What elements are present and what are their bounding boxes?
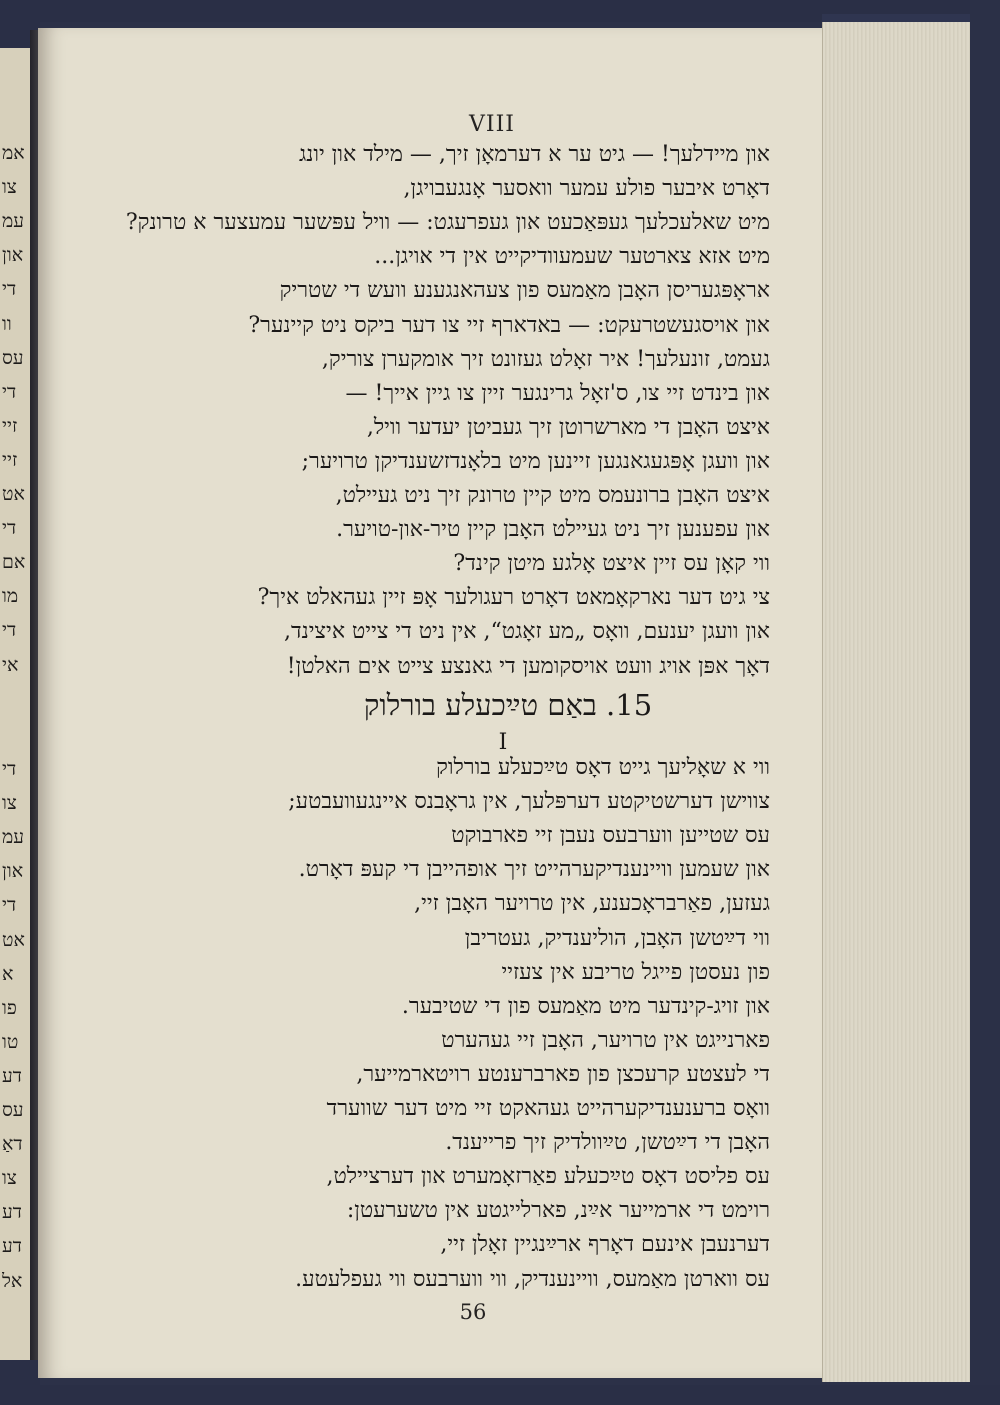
poem-line: ווי דײַטשן האָבן, הוליענדיק, געטריבן [464, 925, 770, 951]
poem-line: די לעצטע קרעכצן פון פארברענטע רויטארמייער, [356, 1061, 770, 1087]
poem-line: מיט שאלעכלעך געפּאַכעט און געפרעגט: — וויל עפּשער עמעצער א טרונק? [125, 210, 770, 236]
previous-page-sliver [0, 48, 32, 1360]
left-page-fragment: אל [2, 1271, 23, 1291]
left-page-fragment: פו [2, 998, 17, 1018]
left-page-fragment: די [2, 621, 17, 641]
poem-line: ווי א שאָליעך גייט דאָס טײַכעלע בורלוק [436, 755, 770, 780]
poem-line: און עפענען זיך ניט געיילט האָבן קיין טיר-און-טויער. [336, 517, 770, 543]
left-page-fragment: אי [2, 655, 19, 675]
section-number: I [498, 730, 508, 755]
left-page-fragment: דאַ [2, 1135, 23, 1155]
poem-line: ווי קאָן עס זיין איצט אָלגע מיטן קינד? [453, 551, 770, 577]
poem-line: אראָפּגעריסן האָבן מאַמעס פון צעהאנגענע וועש די שטריק [279, 278, 770, 304]
poem-line: פארנייגט אין טרויער, האָבן זיי געהערט [441, 1027, 770, 1053]
poem-line: עס פליסט דאָס טײַכעלע פאַרזאָמערט און דערציילט, [326, 1164, 770, 1190]
poem-title: 15. באַם טײַכעלע בורלוק [363, 688, 653, 722]
left-page-fragment: א [2, 964, 14, 984]
left-page-fragment: מו [2, 587, 19, 607]
poem-line: געמט, זונעלעך! איר זאָלט געזונט זיך אומקערן צוריק, [321, 346, 770, 372]
left-page-fragment: די [2, 519, 17, 539]
poem-line: און זויג-קינדער מיט מאַמעס פון די שטיבער. [401, 993, 770, 1019]
left-page-fragment: אמ [2, 144, 25, 163]
poem-line: און שעמען וויינענדיקערהייט זיך אופהייבן די קעפּ דאָרט. [298, 857, 770, 883]
page-number: 56 [459, 1300, 487, 1324]
left-page-fragment: און [2, 246, 24, 266]
left-page-fragment: און [2, 862, 24, 882]
left-page-fragment: אט [2, 485, 25, 504]
left-page-fragment: עמ [2, 828, 25, 848]
poem-line: דאָך אפּן אויג וועט אויסקומען די גאנצע צייט אים האלטן! [286, 653, 770, 679]
poem-line: האָבן די דײַטשן, טײַוולדיק זיך פרייענד. [445, 1130, 770, 1156]
poem-line: וואָס ברענענדיקערהייט געהאקט זיי מיט דער שווערד [326, 1096, 770, 1121]
left-page-fragment: צו [2, 794, 17, 814]
left-page-fragment: טו [2, 1032, 19, 1052]
left-page-fragment: זיי [2, 450, 18, 470]
left-page-fragment: עס [2, 1101, 24, 1120]
left-page-fragment: די [2, 760, 17, 779]
left-page-fragment: די [2, 280, 17, 300]
book-gutter [30, 30, 38, 1360]
poem-line: געזען, פאַרבראָכענע, אין טרויער האָבן זיי, [414, 891, 770, 917]
left-page-fragment: וו [2, 314, 12, 334]
left-page-fragment: זיי [2, 416, 18, 436]
poem-line: עס ווארטן מאַמעס, וויינענדיק, ווי ווערבעס ווי געפלעטע. [295, 1266, 770, 1292]
poem-line: רוימט די ארמייער אײַנ, פארלייגטע אין טשערעטן: [346, 1198, 770, 1224]
left-page-fragment: די [2, 382, 17, 402]
poem-line: עס שטייען ווערבעס נעבן זיי פארבוקט [451, 823, 770, 849]
left-page-fragment: אט [2, 930, 25, 950]
poem-line: און וועגן אָפּגעגאנגען זיינען מיט בלאָנדזשענדיקן טרויער; [301, 448, 770, 474]
left-page-fragment: דע [2, 1066, 22, 1086]
poem-line: און מיידלעך! — גיט ער א דערמאָן זיך, — מילד און יונג [298, 142, 770, 167]
left-page-fragment: עס [2, 348, 24, 368]
poem-line: צווישן דערשטיקטע דערפּלעך, אין גראָבנס איינגעוועבטע; [288, 789, 770, 815]
poem-line: צי גיט דער נארקאָמאט דאָרט רעגולער אָפּ זיין געהאלט איך? [257, 585, 770, 611]
left-page-fragment: דע [2, 1203, 22, 1223]
cover-bottom [0, 1385, 1000, 1405]
left-page-fragment: עמ [2, 212, 25, 232]
poem-line: איצט האָבן ברונעמס מיט קיין טרונק זיך ניט געיילט, [335, 483, 770, 508]
left-page-fragment: דע [2, 1237, 22, 1257]
poem-line: מיט אזא צארטער שעמעוודיקייט אין די אויגן... [374, 244, 770, 270]
left-page-fragment: אם [2, 553, 26, 573]
poem-line: איצט האָבן די מארשרוטן זיך געביטן יעדער וויל, [366, 414, 770, 440]
poem-line: און בינדט זיי צו, ס'זאָל גרינגער זיין צו גיין אייך! — [345, 380, 770, 406]
poem-line: פון נעסטן פייגל טריבע אין צעזיי [501, 959, 770, 985]
cover-right [970, 0, 1000, 1405]
left-page-fragment: צו [2, 178, 17, 198]
poem-line: דערנעבן אינעם דאָרף ארײַנגיין זאָלן זיי, [440, 1232, 770, 1258]
book-page [38, 28, 823, 1378]
page-edges [822, 22, 971, 1382]
left-page-fragment: די [2, 896, 17, 916]
poem-line: און אויסגעשטרעקט: — באדארף זיי צו דער ביקס ניט קיינער? [248, 312, 770, 338]
poem-line: דאָרט איבער פולע עמער וואסער אָנגעבויגן, [403, 176, 770, 202]
poem-line: און וועגן יענעם, וואָס „מע זאָגט“, אין ניט די צייט איצינד, [284, 619, 770, 645]
section-header: VIII [469, 112, 515, 137]
left-page-fragment: צו [2, 1169, 17, 1189]
